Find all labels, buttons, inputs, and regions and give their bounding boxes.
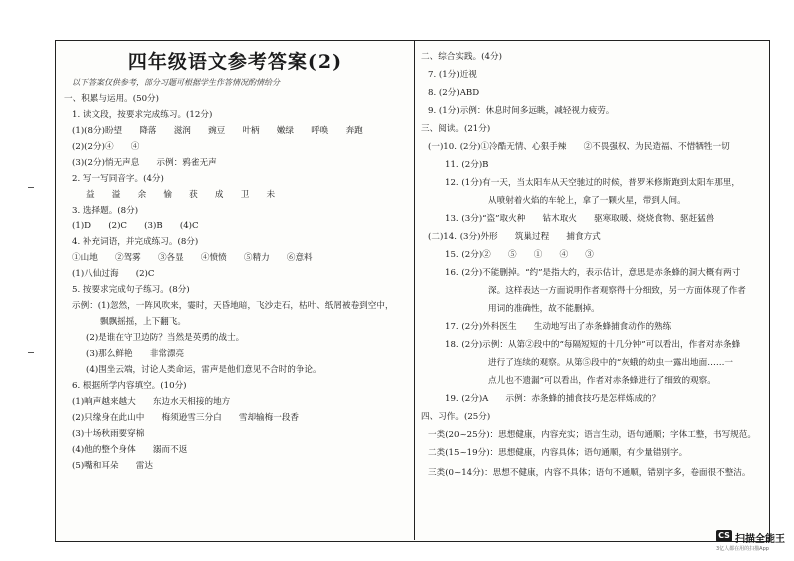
answer-line: 6. 根据所学内容填空。(10分) xyxy=(72,381,187,391)
answer-line: 用词的准确性，故不能删掉。 xyxy=(488,304,600,314)
answer-line: 3. 选择题。(8分) xyxy=(72,206,139,216)
answer-line: 18. (2分)示例：从第②段中的“每隔短短的十几分钟”可以看出，作者对赤条蜂 xyxy=(445,340,741,350)
answer-line: 19. (2分)A 示例：赤条蜂的捕食技巧是怎样炼成的？ xyxy=(445,394,661,404)
answer-line: (2)是谁在守卫边防？当然是英勇的战士。 xyxy=(86,333,245,343)
answer-line: 1. 读文段，按要求完成练习。(12分) xyxy=(72,110,213,120)
answer-line: 三类(0~14分)：思想不健康，内容不具体；语句不通顺，错别字多，卷面很不整洁。 xyxy=(428,468,751,478)
answer-line: (4)围坐云端，讨论人类命运，雷声是他们意见不合时的争论。 xyxy=(86,365,322,375)
page-title: 四年级语文参考答案(2) xyxy=(127,51,343,73)
answer-line: (3)那么鲜艳 非常漂亮 xyxy=(86,349,185,359)
answer-line: 16. (2分)不能删掉。“约”是指大约，表示估计，意思是赤条蜂的洞大概有两寸 xyxy=(445,268,741,278)
answer-line: 进行了连续的观察。从第⑤段中的“灰蛾的幼虫一露出地面……一 xyxy=(488,358,734,368)
column-divider xyxy=(414,40,415,540)
answer-line: 15. (2分)② ⑤ ① ④ ③ xyxy=(445,250,594,260)
answer-line: 17. (2分)外科医生 生动地写出了赤条蜂捕食动作的熟练 xyxy=(445,322,672,332)
answer-line: 8. (2分)ABD xyxy=(428,88,480,98)
answer-line: 从喷射着火焰的车轮上，拿了一颗火星，带到人间。 xyxy=(488,196,686,206)
answer-line: 二、综合实践。(4分) xyxy=(421,52,502,62)
answer-line: 5. 按要求完成句子练习。(8分) xyxy=(72,285,190,295)
answer-line: 示例：(1)忽然，一阵风吹来，霎时，天昏地暗，飞沙走石，枯叶、纸屑被卷到空中， xyxy=(72,301,394,311)
answer-line: 二类(15~19分)：思想健康，内容具体；语句通顺，有少量错别字。 xyxy=(428,448,688,458)
answer-line: ①山地 ②驾雾 ③各显 ④愤愤 ⑤精力 ⑥意料 xyxy=(72,253,313,263)
answer-line: 12. (1分)有一天，当太阳车从天空驰过的时候，普罗米修斯跑到太阳车那里， xyxy=(445,178,740,188)
answer-line: 三、阅读。(21分) xyxy=(421,124,491,134)
answer-line: (1)响声越来越大 东边水天相接的地方 xyxy=(72,397,231,407)
answer-line: (1)八仙过海 (2)C xyxy=(72,269,155,279)
answer-line: (3)十场秋雨要穿棉 xyxy=(72,429,145,439)
answer-line: (3)(2分)悄无声息 示例：鸦雀无声 xyxy=(72,158,217,168)
answer-note: 以下答案仅供参考，部分习题可根据学生作答情况酌情给分 xyxy=(72,78,280,87)
answer-line: (1)(8分)盼望 降落 滋润 豌豆 叶柄 嫩绿 呼唤 奔跑 xyxy=(72,126,363,136)
answer-line: (一)10. (2分)①冷酷无情、心狠手辣 ②不畏强权、为民造福、不惜牺牲一切 xyxy=(428,142,730,152)
answer-line: (5)嘴和耳朵 雷达 xyxy=(72,461,153,471)
answer-line: (1)D (2)C (3)B (4)C xyxy=(72,221,199,231)
answer-line: 4. 补充词语，并完成练习。(8分) xyxy=(72,237,199,247)
answer-line: 13. (3分)“盗”取火种 钻木取火 驱寒取暖、烧烧食物、驱赶猛兽 xyxy=(445,214,715,224)
answer-line: 9. (1分)示例：休息时间多远眺，减轻视力疲劳。 xyxy=(428,106,615,116)
answer-line: 一类(20~25分)：思想健康，内容充实；语言生动，语句通顺；字体工整，书写规范。 xyxy=(428,430,756,440)
watermark-name: 扫描全能王 xyxy=(735,534,785,545)
answer-line: 深。这样表达一方面说明作者观察得十分细致，另一方面体现了作者 xyxy=(488,286,746,296)
answer-line: 7. (1分)近视 xyxy=(428,70,477,80)
camscanner-logo-icon: CS xyxy=(716,530,732,542)
margin-mark xyxy=(28,187,34,188)
answer-line: 飘飘摇摇，上下翻飞。 xyxy=(100,317,186,327)
answer-line: 2. 写一写同音字。(4分) xyxy=(72,174,164,184)
answer-line: 11. (2分)B xyxy=(445,160,489,170)
answer-line: 一、积累与运用。(50分) xyxy=(64,94,159,104)
answer-line: (2)(2分)④ ④ xyxy=(72,142,140,152)
answer-line: (二)14. (3分)外形 筑巢过程 捕食方式 xyxy=(428,232,601,242)
watermark-subtitle: 3亿人都在用的扫描App xyxy=(716,546,769,552)
answer-line: (2)只缘身在此山中 梅须逊雪三分白 雪却输梅一段香 xyxy=(72,413,300,423)
answer-line: (4)他的整个身体 溺而不返 xyxy=(72,445,188,455)
answer-line: 四、习作。(25分) xyxy=(421,412,491,422)
margin-mark xyxy=(28,352,34,353)
answer-line: 益 溢 余 愉 获 成 卫 未 xyxy=(86,190,276,200)
answer-line: 点儿也不遗漏”可以看出，作者对赤条蜂进行了细致的观察。 xyxy=(488,376,716,386)
